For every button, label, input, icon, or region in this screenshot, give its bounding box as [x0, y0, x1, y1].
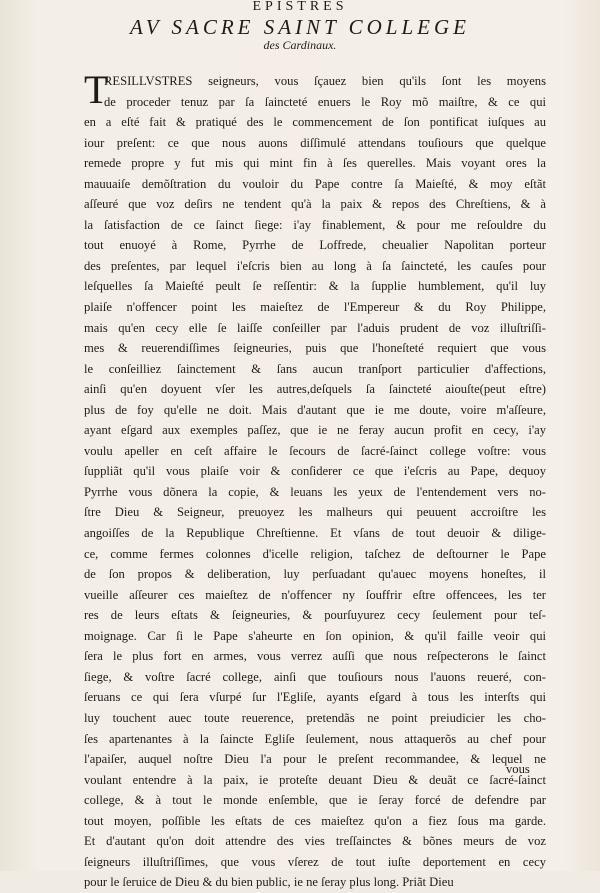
letter-title: AV SACRE SAINT COLLEGE: [130, 15, 470, 39]
text-line: voulu apeller en ceſt affaire le ſecours de ſacré-ſainct college voſtre: vous: [84, 443, 546, 458]
text-line: luy touchent auec toute reuerence, pretendãs ne point preiudicier les cho-: [84, 710, 546, 725]
text-line: ainſi qu'en doyuent vſer les autres,deſquels ſa ſaincteté aiouſte(peut eſtre): [84, 382, 546, 397]
text-line: leſquelles ſa Maieſté peult ſe reſſentir: & la ſupplie humblement, qu'il luy: [84, 279, 546, 294]
text-line: remede propre y fut mis qui mint fin à ſes querelles. Mais voyant ores la: [84, 156, 546, 171]
text-line: Pyrrhe vous dõnera la copie, & leuans les yeux de l'entendement vers no-: [84, 484, 546, 499]
text-line: angoiſſes de la Republique Chreſtienne. Et vſans de tout deuoir & dilige-: [84, 526, 546, 541]
text-line: iour preſent: ce que nous auons diſſimulé attendans touſiours que quelque: [84, 135, 546, 150]
text-line: aſſeuré que voz deſirs ne tendent qu'à la paix & repos des Chreſtiens, & à: [84, 197, 546, 212]
letter-subtitle: des Cardinaux.: [263, 38, 337, 52]
text-line: de proceder tenuz par ſa ſaincteté enuers le Roy mõ maiſtre, & ce qui: [104, 94, 546, 109]
text-line: pour le ſeruice de Dieu & du bien public, ie ne ſeray plus long. Priãt Dieu: [84, 875, 454, 890]
text-line: de ſon propos & deliberation, luy perſuadant qu'auec moyens honeſtes, il: [84, 567, 546, 582]
text-line: plus de foy qu'elle ne doit. Mais d'autant que ie me doute, voire m'aſſeure,: [84, 402, 546, 417]
text-line: l'apaiſer, auquel noſtre Dieu l'a pour le preſent recommandee, & lequel ne: [84, 752, 546, 767]
text-line: des preſentes, par lequel i'eſcris bien au long à ſa ſaincteté, les cauſes pour: [84, 258, 546, 273]
running-head: EPISTRES: [252, 0, 348, 14]
text-line: la ſatisfaction de ce ſainct ſiege: i'ay finablement, & pour me reſouldre du: [84, 217, 546, 232]
text-line: moignage. Car ſi le Pape s'aheurte en ſon opinion, & qu'il faille veoir qui: [84, 628, 546, 643]
text-line: mes & reuerendiſſimes ſeigneuries, puis que l'honeſteté requiert que vous: [84, 341, 546, 356]
text-line: res de leurs eſtats & ſeigneuries, & pourſuyurez cecy ſeulement pour teſ-: [84, 608, 546, 623]
text-line: ſes apartenantes à la ſaincte Egliſe ſeulement, nous attaquerõs au chef pour: [84, 731, 546, 746]
catchword: vous: [506, 762, 530, 776]
text-line: RESILLVSTRES seigneurs, vous ſçauez bien qu'ils ſont les moyens: [104, 74, 546, 88]
text-line: ſeigneurs illuſtriſſimes, que vous vſerez de tout iuſte deportement en cecy: [84, 854, 546, 869]
text-line: ſtre Dieu & Seigneur, preuoyez les malheurs qui peuuent accroiſtre les: [84, 505, 546, 520]
text-line: college, & à tout le monde enſemble, que ie ſeray forcé de defendre par: [84, 793, 546, 808]
text-line: Et d'autant qu'on doit attendre des vies treſſainctes & bõnes meurs de voz: [84, 834, 546, 849]
text-line: tout enuoyé à Rome, Pyrrhe de Loffrede, cheualier Napolitan porteur: [84, 238, 546, 253]
text-line: voulant entendre à la paix, ie proteſte deuant Dieu & deuãt ce ſacré-ſainct: [84, 772, 546, 787]
text-line: ſuppliãt qu'il vous plaiſe voir & conſiderer ce que i'eſcris au Pape, dequoy: [84, 464, 546, 479]
letter-body: [84, 67, 546, 893]
text-line: mais qu'en cecy elle ſe laiſſe conſeiller par l'aduis prudent de voz illuſtriſſi-: [84, 320, 546, 335]
drop-cap-initial: T: [84, 67, 109, 112]
text-line: vueille aſſeurer ces maieſtez de n'offencer ny ſouffrir eſtre offencees, les ter: [84, 587, 546, 602]
text-line: ſiege, & voſtre ſacré college, ainſi que touſiours nous l'auons reueré, con-: [84, 669, 546, 684]
text-line: tout moyen, poſſible les eſtats de ces maieſtez qu'on a fiez ſous ma garde.: [84, 813, 546, 828]
text-line: ſera le plus fort en armes, vous verrez auſſi que nous reſpecterons le ſainct: [84, 649, 546, 664]
text-line: ce, comme fermes colonnes d'icelle religion, taſchez de deſtourner le Pape: [84, 546, 546, 561]
text-line: ſeruans ce qui ſera vſurpé ſur l'Egliſe, ayants eſgard à tous les interſts qui: [84, 690, 546, 705]
text-line: mauuaiſe demõſtration du vouloir du Pape contre ſa Maieſté, & moy eſtãt: [84, 176, 546, 191]
text-line: en a eſté fait & pratiqué des le commencement de ſon pontificat iuſques au: [84, 115, 546, 130]
text-line: plaiſe n'offencer point les maieſtez de l'Empereur & du Roy Philippe,: [84, 300, 546, 315]
text-line: le conſeilliez ſainctement & ſans aucun tranſport particulier d'affections,: [84, 361, 546, 376]
text-line: ayant eſgard aux exemples paſſez, que ie ne feray aucun profit en cecy, i'ay: [84, 423, 546, 438]
